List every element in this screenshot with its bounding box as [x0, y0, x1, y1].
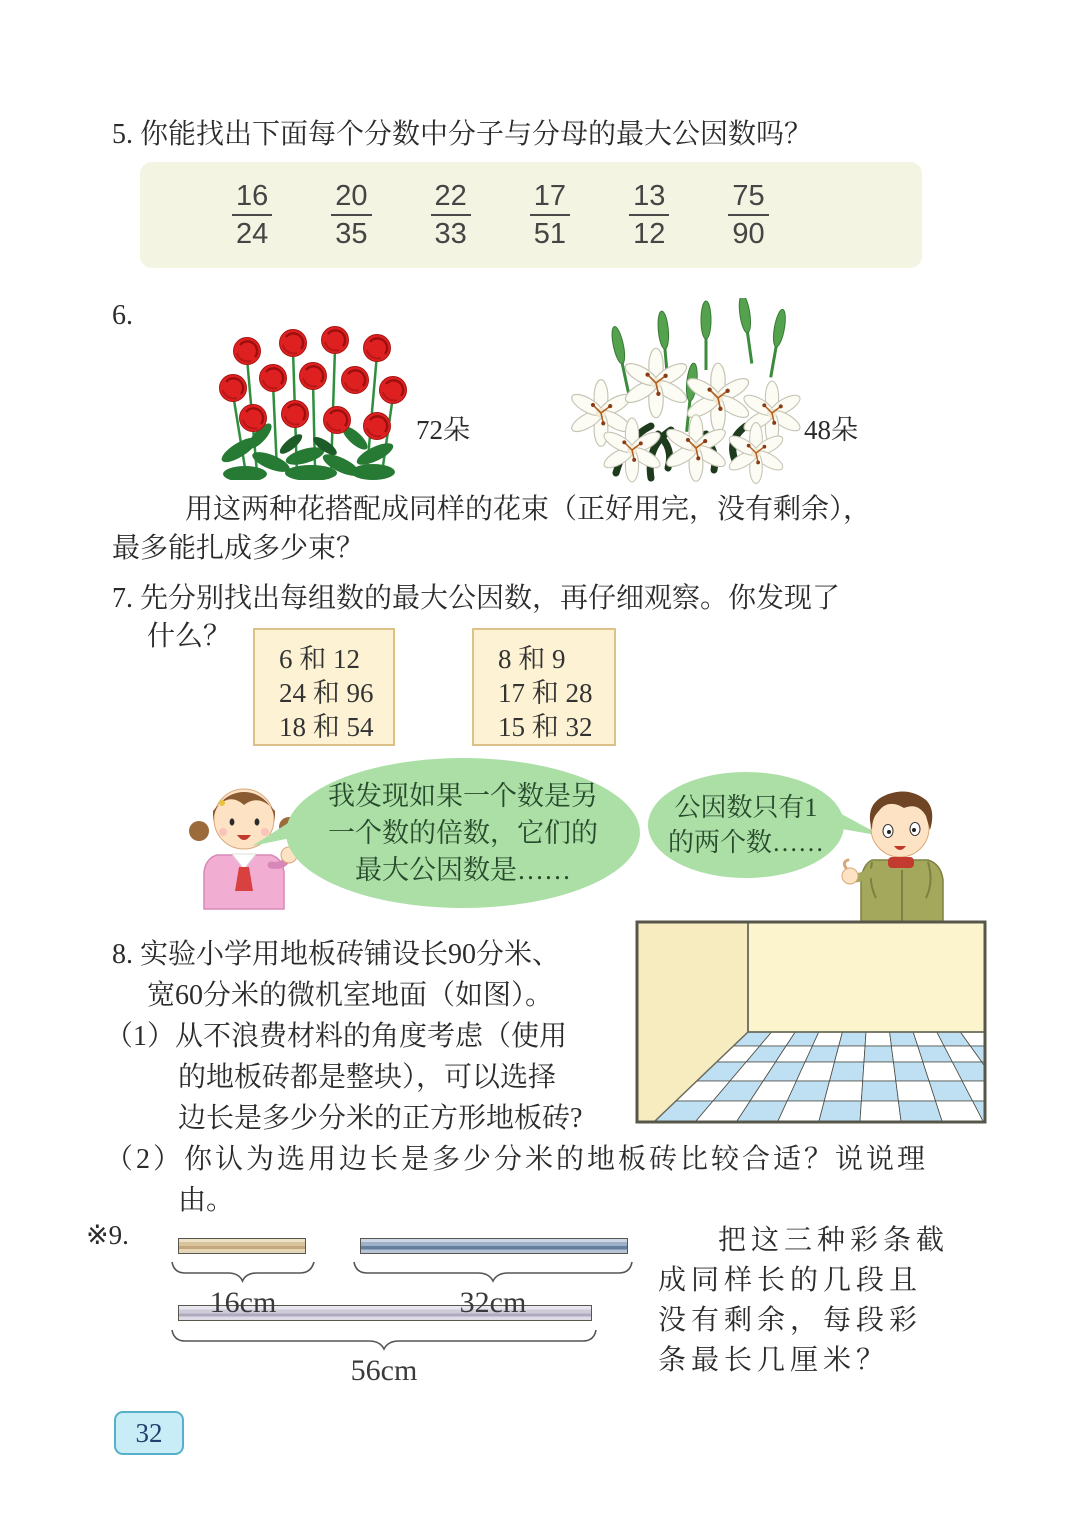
q9-text-line4: 条最长几厘米？ [658, 1345, 890, 1376]
fraction-denominator: 12 [633, 218, 666, 250]
q9-label: ※9. [86, 1220, 129, 1250]
number-pair: 6 和 12 [279, 644, 360, 674]
strip-length-label: 16cm [209, 1286, 277, 1319]
q6-text-line1: 用这两种花搭配成同样的花束（正好用完，没有剩余）， [185, 494, 872, 525]
number-pair: 15 和 32 [498, 712, 593, 742]
room-floor-image [635, 920, 987, 1124]
fraction-numerator: 16 [232, 181, 272, 216]
roses-image [205, 318, 417, 480]
q5-heading: 5. 你能找出下面每个分数中分子与分母的最大公因数吗？ [112, 119, 813, 150]
q5-fraction-box [140, 162, 922, 268]
strip-32cm [360, 1238, 628, 1254]
q9-text-line3: 没有剩余，每段彩 [658, 1305, 923, 1336]
fraction-denominator: 24 [236, 218, 269, 250]
boy-character [838, 786, 960, 926]
fraction-denominator: 35 [335, 218, 368, 250]
lilies-image [556, 298, 811, 484]
number-pair: 18 和 54 [279, 712, 374, 742]
q7-heading-line2: 什么？ [147, 621, 232, 652]
girl-speech-bubble [286, 758, 640, 908]
q8-line5: 边长是多少分米的正方形地板砖? [178, 1103, 583, 1134]
fraction [530, 181, 570, 250]
brace-32cm [352, 1260, 634, 1284]
number-pair: 17 和 28 [498, 678, 593, 708]
fraction-denominator: 51 [533, 218, 567, 250]
q7-heading-line1: 7. 先分别找出每组数的最大公因数，再仔细观察。你发现了 [112, 583, 841, 614]
q8-line6: （2）你认为选用边长是多少分米的地板砖比较合适？说说理 [105, 1144, 929, 1175]
bubble-line: 的两个数…… [667, 828, 824, 857]
page-number-badge [114, 1411, 184, 1455]
fraction-numerator: 17 [530, 181, 570, 216]
lily-count-label: 48朵 [804, 415, 858, 445]
fraction [232, 181, 272, 250]
brace-16cm [170, 1260, 316, 1284]
q8-line4: 的地板砖都是整块），可以选择 [178, 1062, 557, 1093]
bubble-line: 最大公因数是…… [355, 854, 571, 885]
number-pair: 24 和 96 [279, 678, 374, 708]
page-number: 32 [135, 1417, 163, 1448]
q9-text-line1: 把这三种彩条截 [718, 1225, 950, 1256]
fraction [629, 181, 669, 250]
q9-text-line2: 成同样长的几段且 [658, 1265, 923, 1296]
strip-16cm [178, 1238, 306, 1254]
rose-count-label: 72朵 [416, 415, 470, 445]
q7-number-group-1 [253, 628, 395, 746]
strip-length-label: 32cm [459, 1286, 527, 1319]
fraction-numerator: 13 [629, 181, 669, 216]
q8-line2: 宽60分米的微机室地面（如图）。 [147, 980, 554, 1011]
strip-length-label: 56cm [350, 1354, 418, 1387]
fraction-denominator: 33 [434, 218, 467, 250]
q8-line7: 由。 [178, 1185, 235, 1216]
fraction [331, 181, 371, 250]
bubble-line: 公因数只有1 [674, 793, 818, 822]
fraction-numerator: 20 [331, 181, 371, 216]
fraction [728, 181, 768, 250]
q6-text-line2: 最多能扎成多少束？ [112, 533, 365, 564]
fraction-numerator: 22 [431, 181, 471, 216]
girl-bubble-tail [252, 818, 300, 848]
q7-number-group-2 [472, 628, 616, 746]
fraction-numerator: 75 [728, 181, 768, 216]
number-pair: 8 和 9 [498, 644, 566, 674]
q8-line3: （1）从不浪费材料的角度考虑（使用 [105, 1021, 568, 1052]
bubble-line: 一个数的倍数，它们的 [328, 817, 598, 848]
brace-56cm [170, 1328, 598, 1352]
fraction [431, 181, 471, 250]
boy-speech-bubble [648, 772, 844, 878]
bubble-line: 我发现如果一个数是另 [328, 780, 598, 811]
q6-label: 6. [112, 300, 133, 331]
fraction-denominator: 90 [732, 218, 765, 250]
q8-line1: 8. 实验小学用地板砖铺设长90分米、 [112, 939, 561, 970]
